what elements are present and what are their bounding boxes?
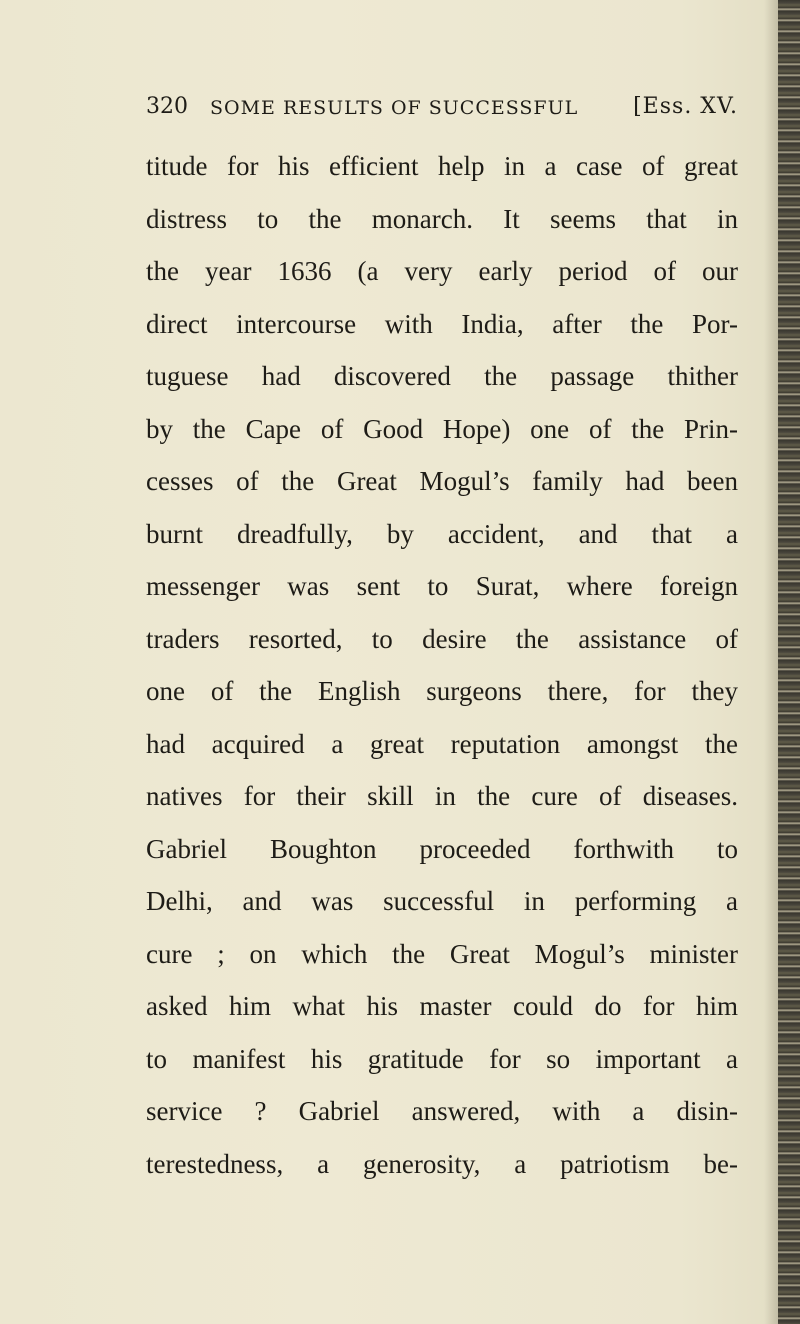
text-line: Delhi, and was successful in performing a [146,886,738,916]
text-line: traders resorted, to desire the assistance of [146,623,738,654]
body-text [146,140,738,1190]
text-line: asked him what his master could do for him [146,991,738,1021]
text-line: burnt dreadfully, by accident, and that a [146,518,738,549]
text-line: direct intercourse with India, after the Por- [146,308,738,339]
text-line: terestedness, a generosity, a patriotism be- [146,1148,738,1179]
text-line: Gabriel Boughton proceeded forthwith to [146,833,738,864]
text-line: titude for his efficient help in a case of great [146,151,738,181]
text-line: tuguese had discovered the passage thither [146,361,738,391]
text-line: cesses of the Great Mogul’s family had been [146,466,738,496]
text-line: the year 1636 (a very early period of our [146,256,738,286]
text-line: one of the English surgeons there, for they [146,676,738,706]
running-head [146,94,738,134]
running-head-title: SOME RESULTS OF SUCCESSFUL [210,97,579,119]
running-head-section: [Ess. XV. [633,94,738,119]
text-line: natives for their skill in the cure of diseases. [146,781,738,811]
text-line: distress to the monarch. It seems that in [146,203,738,234]
text-line: by the Cape of Good Hope) one of the Prin- [146,413,738,444]
page-number: 320 [146,94,188,119]
text-line: cure ; on which the Great Mogul’s minister [146,938,738,969]
text-line: had acquired a great reputation amongst the [146,728,738,759]
page-gutter-shadow [764,0,778,1324]
text-line: messenger was sent to Surat, where foreign [146,571,738,601]
page-edge [778,0,800,1324]
text-line: to manifest his gratitude for so important a [146,1043,738,1074]
text-line: service ? Gabriel answered, with a disin- [146,1096,738,1126]
